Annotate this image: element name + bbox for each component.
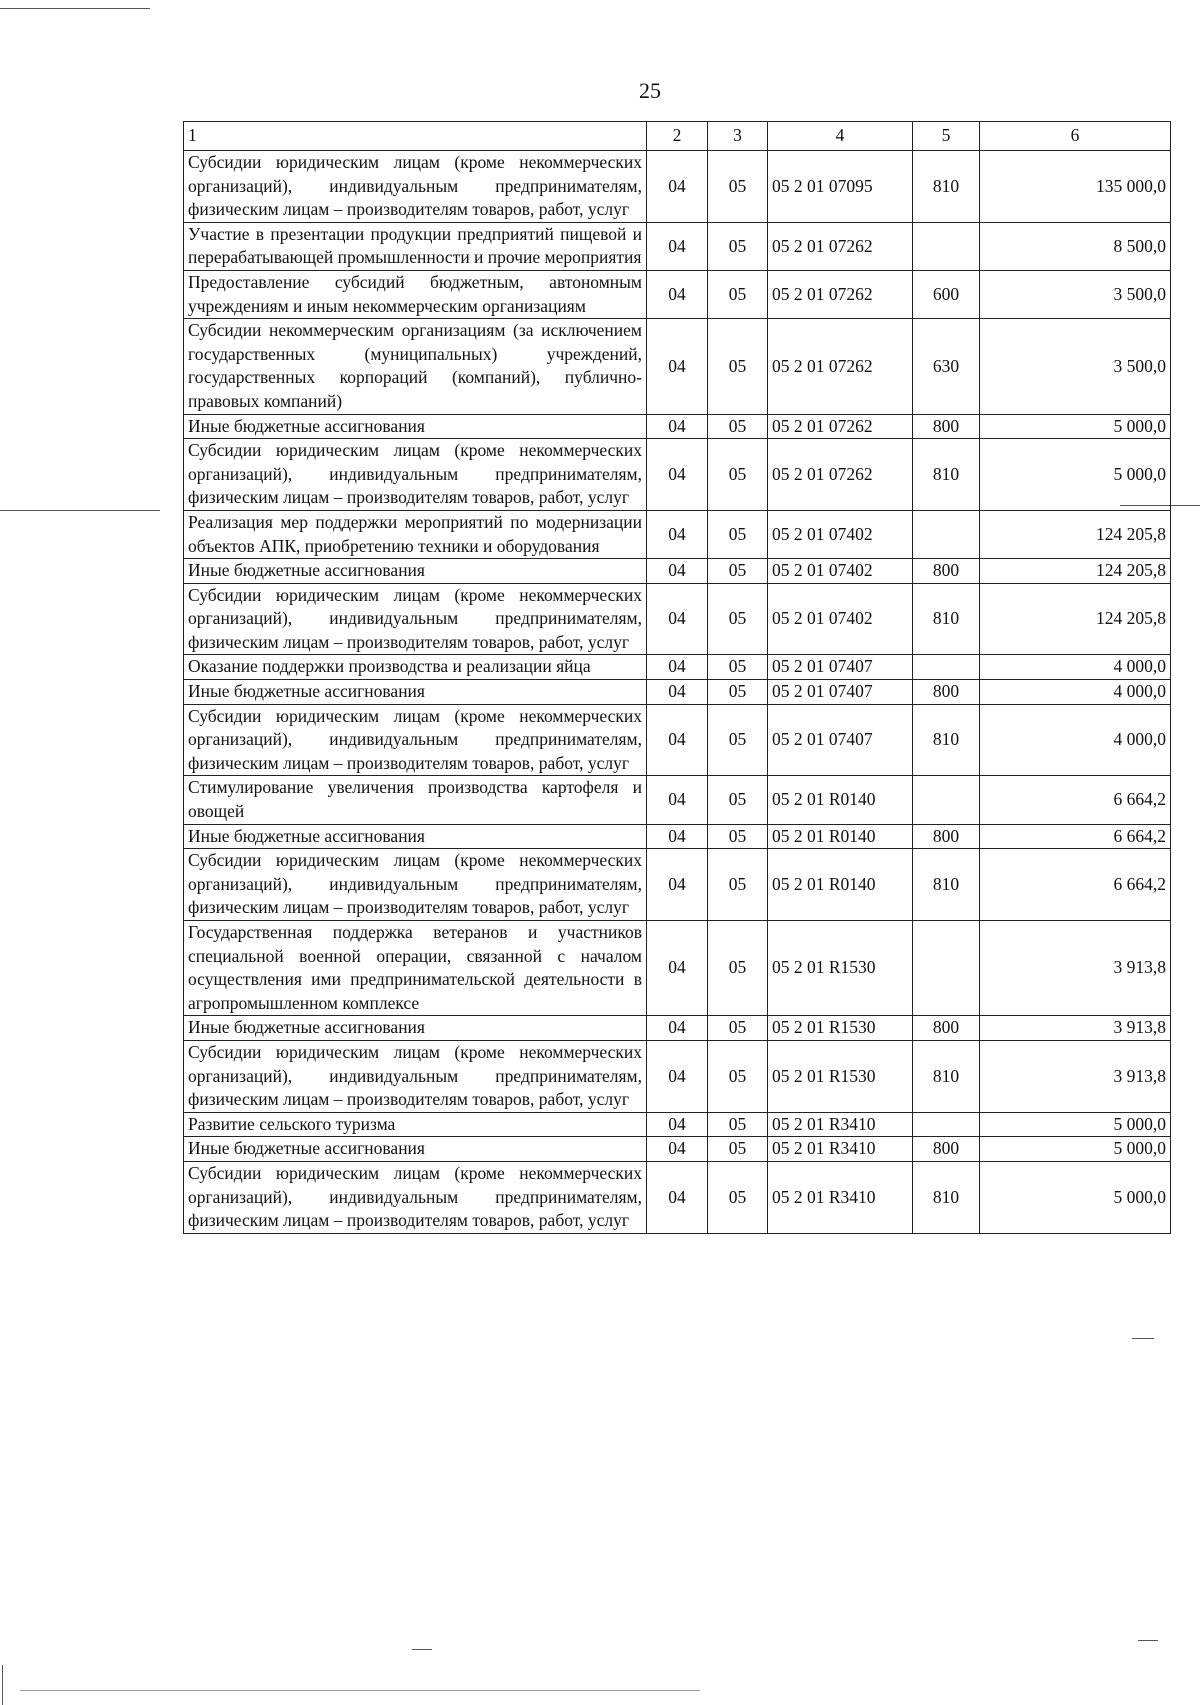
table-row <box>184 849 1171 921</box>
scan-edge-mark <box>1132 1338 1154 1339</box>
scan-edge-mark <box>0 8 150 9</box>
row-target-article-cell: 05 2 01 07262 <box>768 414 913 439</box>
header-cell-name: 1 <box>184 122 647 151</box>
row-amount-cell: 4 000,0 <box>980 680 1171 705</box>
header-cell-target-article: 4 <box>768 122 913 151</box>
row-target-article-cell: 05 2 01 07095 <box>768 151 913 223</box>
row-amount-cell: 3 913,8 <box>980 1040 1171 1112</box>
row-expense-type-cell: 810 <box>913 151 980 223</box>
row-name-cell: Участие в презентации продукции предприятий пищевой и перерабатывающей промышленности и прочие мероприятия <box>184 222 647 270</box>
scan-edge-mark <box>20 1690 700 1691</box>
scan-edge-mark <box>412 1649 432 1650</box>
row-section-cell: 04 <box>647 1137 708 1162</box>
row-subsection-cell: 05 <box>708 319 768 414</box>
row-section-cell: 04 <box>647 1161 708 1233</box>
row-name-cell: Субсидии юридическим лицам (кроме некоммерческих организаций), индивидуальным предпринимателям, физическим лицам – производителям товаров, работ, услуг <box>184 439 647 511</box>
row-expense-type-cell: 800 <box>913 1016 980 1041</box>
table-row <box>184 824 1171 849</box>
row-section-cell: 04 <box>647 319 708 414</box>
scan-edge-mark <box>1138 1640 1158 1641</box>
row-section-cell: 04 <box>647 270 708 318</box>
row-expense-type-cell: 630 <box>913 319 980 414</box>
row-expense-type-cell: 800 <box>913 680 980 705</box>
row-subsection-cell: 05 <box>708 439 768 511</box>
table-row <box>184 1040 1171 1112</box>
row-target-article-cell: 05 2 01 07402 <box>768 559 913 584</box>
row-subsection-cell: 05 <box>708 849 768 921</box>
row-amount-cell: 5 000,0 <box>980 414 1171 439</box>
row-target-article-cell: 05 2 01 07402 <box>768 510 913 558</box>
row-amount-cell: 6 664,2 <box>980 849 1171 921</box>
row-name-cell: Субсидии некоммерческим организациям (за исключением государственных (муниципальных) учреждений, государственных корпораций (компаний), публично-правовых компаний) <box>184 319 647 414</box>
row-subsection-cell: 05 <box>708 583 768 655</box>
header-cell-amount: 6 <box>980 122 1171 151</box>
table-row <box>184 559 1171 584</box>
table-row <box>184 583 1171 655</box>
row-target-article-cell: 05 2 01 R1530 <box>768 921 913 1016</box>
row-name-cell: Субсидии юридическим лицам (кроме некоммерческих организаций), индивидуальным предпринимателям, физическим лицам – производителям товаров, работ, услуг <box>184 1161 647 1233</box>
row-name-cell: Субсидии юридическим лицам (кроме некоммерческих организаций), индивидуальным предпринимателям, физическим лицам – производителям товаров, работ, услуг <box>184 1040 647 1112</box>
row-subsection-cell: 05 <box>708 222 768 270</box>
table-row <box>184 222 1171 270</box>
table-row <box>184 270 1171 318</box>
row-amount-cell: 5 000,0 <box>980 1137 1171 1162</box>
row-name-cell: Субсидии юридическим лицам (кроме некоммерческих организаций), индивидуальным предпринимателям, физическим лицам – производителям товаров, работ, услуг <box>184 151 647 223</box>
row-expense-type-cell: 600 <box>913 270 980 318</box>
row-subsection-cell: 05 <box>708 1040 768 1112</box>
table-row <box>184 655 1171 680</box>
row-section-cell: 04 <box>647 414 708 439</box>
row-expense-type-cell: 810 <box>913 1040 980 1112</box>
header-cell-subsection: 3 <box>708 122 768 151</box>
row-expense-type-cell: 800 <box>913 824 980 849</box>
row-subsection-cell: 05 <box>708 559 768 584</box>
row-expense-type-cell <box>913 222 980 270</box>
row-amount-cell: 5 000,0 <box>980 1161 1171 1233</box>
row-section-cell: 04 <box>647 151 708 223</box>
row-amount-cell: 3 913,8 <box>980 921 1171 1016</box>
row-amount-cell: 5 000,0 <box>980 1112 1171 1137</box>
row-subsection-cell: 05 <box>708 704 768 776</box>
row-name-cell: Государственная поддержка ветеранов и участников специальной военной операции, связанной с началом осуществления ими предпринимательской деятельности в агропромышленном комплексе <box>184 921 647 1016</box>
row-target-article-cell: 05 2 01 07407 <box>768 655 913 680</box>
row-expense-type-cell: 810 <box>913 704 980 776</box>
row-section-cell: 04 <box>647 824 708 849</box>
row-expense-type-cell <box>913 510 980 558</box>
scan-edge-mark <box>2 1665 3 1705</box>
row-expense-type-cell: 800 <box>913 1137 980 1162</box>
row-target-article-cell: 05 2 01 07262 <box>768 222 913 270</box>
table-row <box>184 439 1171 511</box>
row-name-cell: Иные бюджетные ассигнования <box>184 1016 647 1041</box>
row-target-article-cell: 05 2 01 R1530 <box>768 1040 913 1112</box>
row-target-article-cell: 05 2 01 R1530 <box>768 1016 913 1041</box>
row-subsection-cell: 05 <box>708 1137 768 1162</box>
table-body <box>184 151 1171 1234</box>
row-name-cell: Иные бюджетные ассигнования <box>184 414 647 439</box>
row-section-cell: 04 <box>647 1112 708 1137</box>
row-target-article-cell: 05 2 01 R3410 <box>768 1161 913 1233</box>
row-section-cell: 04 <box>647 849 708 921</box>
row-expense-type-cell: 800 <box>913 414 980 439</box>
row-name-cell: Оказание поддержки производства и реализации яйца <box>184 655 647 680</box>
row-amount-cell: 6 664,2 <box>980 776 1171 824</box>
table-row <box>184 680 1171 705</box>
budget-allocation-table <box>183 121 1171 1234</box>
row-amount-cell: 124 205,8 <box>980 510 1171 558</box>
row-section-cell: 04 <box>647 222 708 270</box>
table-row <box>184 704 1171 776</box>
row-name-cell: Иные бюджетные ассигнования <box>184 1137 647 1162</box>
row-target-article-cell: 05 2 01 R0140 <box>768 776 913 824</box>
row-target-article-cell: 05 2 01 07407 <box>768 704 913 776</box>
row-name-cell: Иные бюджетные ассигнования <box>184 680 647 705</box>
row-amount-cell: 5 000,0 <box>980 439 1171 511</box>
row-expense-type-cell <box>913 776 980 824</box>
row-expense-type-cell <box>913 1112 980 1137</box>
header-cell-section: 2 <box>647 122 708 151</box>
row-subsection-cell: 05 <box>708 1112 768 1137</box>
table-row <box>184 921 1171 1016</box>
row-subsection-cell: 05 <box>708 270 768 318</box>
row-name-cell: Развитие сельского туризма <box>184 1112 647 1137</box>
row-expense-type-cell <box>913 921 980 1016</box>
row-amount-cell: 135 000,0 <box>980 151 1171 223</box>
row-expense-type-cell: 800 <box>913 559 980 584</box>
row-name-cell: Предоставление субсидий бюджетным, автономным учреждениям и иным некоммерческим организациям <box>184 270 647 318</box>
row-subsection-cell: 05 <box>708 680 768 705</box>
row-subsection-cell: 05 <box>708 1161 768 1233</box>
row-name-cell: Иные бюджетные ассигнования <box>184 559 647 584</box>
row-expense-type-cell: 810 <box>913 849 980 921</box>
row-subsection-cell: 05 <box>708 921 768 1016</box>
row-amount-cell: 124 205,8 <box>980 583 1171 655</box>
row-target-article-cell: 05 2 01 07262 <box>768 270 913 318</box>
table-row <box>184 1016 1171 1041</box>
row-section-cell: 04 <box>647 680 708 705</box>
row-target-article-cell: 05 2 01 R3410 <box>768 1112 913 1137</box>
row-target-article-cell: 05 2 01 R0140 <box>768 824 913 849</box>
row-section-cell: 04 <box>647 510 708 558</box>
row-amount-cell: 3 500,0 <box>980 270 1171 318</box>
row-subsection-cell: 05 <box>708 776 768 824</box>
table-row <box>184 319 1171 414</box>
table-row <box>184 776 1171 824</box>
row-name-cell: Субсидии юридическим лицам (кроме некоммерческих организаций), индивидуальным предпринимателям, физическим лицам – производителям товаров, работ, услуг <box>184 704 647 776</box>
table-row <box>184 1137 1171 1162</box>
row-section-cell: 04 <box>647 1040 708 1112</box>
row-section-cell: 04 <box>647 559 708 584</box>
row-name-cell: Иные бюджетные ассигнования <box>184 824 647 849</box>
row-section-cell: 04 <box>647 704 708 776</box>
table-row <box>184 510 1171 558</box>
scan-edge-mark <box>0 510 160 511</box>
row-section-cell: 04 <box>647 776 708 824</box>
row-amount-cell: 8 500,0 <box>980 222 1171 270</box>
row-name-cell: Стимулирование увеличения производства картофеля и овощей <box>184 776 647 824</box>
row-section-cell: 04 <box>647 583 708 655</box>
row-amount-cell: 3 913,8 <box>980 1016 1171 1041</box>
row-section-cell: 04 <box>647 921 708 1016</box>
row-section-cell: 04 <box>647 1016 708 1041</box>
row-amount-cell: 124 205,8 <box>980 559 1171 584</box>
row-amount-cell: 3 500,0 <box>980 319 1171 414</box>
row-subsection-cell: 05 <box>708 1016 768 1041</box>
table-row <box>184 151 1171 223</box>
row-name-cell: Субсидии юридическим лицам (кроме некоммерческих организаций), индивидуальным предпринимателям, физическим лицам – производителям товаров, работ, услуг <box>184 849 647 921</box>
row-target-article-cell: 05 2 01 07262 <box>768 319 913 414</box>
row-subsection-cell: 05 <box>708 151 768 223</box>
row-name-cell: Субсидии юридическим лицам (кроме некоммерческих организаций), индивидуальным предпринимателям, физическим лицам – производителям товаров, работ, услуг <box>184 583 647 655</box>
row-expense-type-cell <box>913 655 980 680</box>
row-expense-type-cell: 810 <box>913 1161 980 1233</box>
row-section-cell: 04 <box>647 655 708 680</box>
header-row <box>184 122 1171 151</box>
row-amount-cell: 4 000,0 <box>980 655 1171 680</box>
row-subsection-cell: 05 <box>708 510 768 558</box>
row-target-article-cell: 05 2 01 07402 <box>768 583 913 655</box>
table-row <box>184 1161 1171 1233</box>
row-section-cell: 04 <box>647 439 708 511</box>
row-name-cell: Реализация мер поддержки мероприятий по модернизации объектов АПК, приобретению техники и оборудования <box>184 510 647 558</box>
row-subsection-cell: 05 <box>708 824 768 849</box>
row-expense-type-cell: 810 <box>913 439 980 511</box>
row-target-article-cell: 05 2 01 07262 <box>768 439 913 511</box>
table-row <box>184 414 1171 439</box>
row-expense-type-cell: 810 <box>913 583 980 655</box>
header-cell-expense-type: 5 <box>913 122 980 151</box>
row-target-article-cell: 05 2 01 R0140 <box>768 849 913 921</box>
row-subsection-cell: 05 <box>708 655 768 680</box>
row-subsection-cell: 05 <box>708 414 768 439</box>
row-target-article-cell: 05 2 01 07407 <box>768 680 913 705</box>
row-amount-cell: 6 664,2 <box>980 824 1171 849</box>
row-amount-cell: 4 000,0 <box>980 704 1171 776</box>
table-row <box>184 1112 1171 1137</box>
row-target-article-cell: 05 2 01 R3410 <box>768 1137 913 1162</box>
page-number: 25 <box>639 78 661 103</box>
